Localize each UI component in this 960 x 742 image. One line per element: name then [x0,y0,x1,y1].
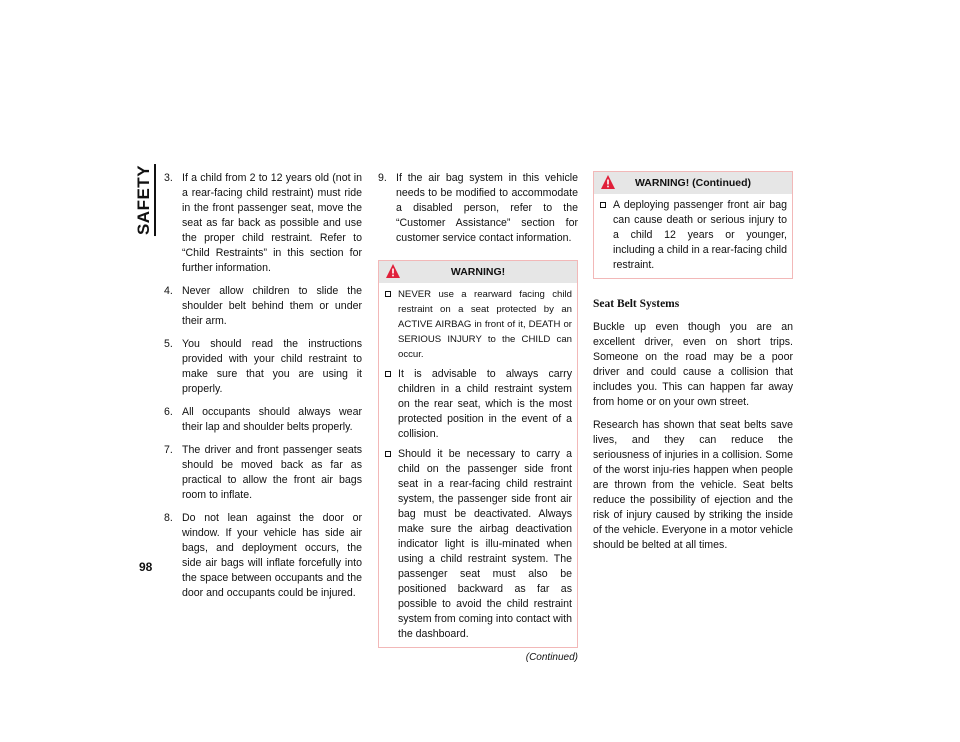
warning-header [379,261,577,283]
section-heading: Seat Belt Systems [593,298,680,310]
warning-title: WARNING! [450,266,506,278]
warning-item: Should it be necessary to carry a child on the passenger side front seat in a rear-facing child restraint system, the passenger side front air bag must be deactivated. Always make sure the airbag deactivation indicator light is illu-minated when using a child restraint system. The passenger seat must also be positioned backward as far as possible to avoid the child restraint system from coming into contact with the dashboard. [384,447,572,642]
column-1 [164,171,362,609]
list-item: 9. If the air bag system in this vehicle needs to be modified to accommodate a disabled person, refer to the “Customer Assistance” section for customer service contact information. [378,172,578,244]
warning-box-continued [593,171,793,279]
warning-box [378,260,578,648]
list-item: 3. If a child from 2 to 12 years old (not in a rear-facing child restraint) must ride in the front passenger seat, move the seat as far back as possible and use the proper child restraint. Refer to “Child Restraints” in this section for further information. [164,172,362,274]
warning-item: A deploying passenger front air bag can cause death or serious injury to a child 12 years or younger, including a child in a rear-facing child restraint. [599,198,787,273]
list-item: 7. The driver and front passenger seats should be moved back as far as practical to allow the front air bags room to inflate. [164,444,362,501]
square-bullet-icon [600,202,606,208]
warning-triangle-icon [600,174,616,190]
paragraph: Buckle up even though you are an excellent driver, even on short trips. Someone on the road may be a poor driver and could cause a collision that includes you. This can happen far away from home or on your own street. [593,321,793,408]
section-tab [133,164,157,236]
warning-item: It is advisable to always carry children in a child restraint system on the rear seat, which is the most protected position in the event of a collision. [384,367,572,442]
list-item: 4. Never allow children to slide the shoulder belt behind them or under their arm. [164,285,362,327]
square-bullet-icon [385,451,391,457]
numbered-list [378,171,578,246]
warning-title: WARNING! (Continued) [634,177,752,189]
paragraph: Research has shown that seat belts save lives, and they can reduce the seriousness of injuries in a collision. Some of the worst inju-ries happen when people are thrown from the vehicle. Seat belts reduce the possibility of ejection and the risk of injury caused by striking the inside of the vehicle. Everyone in a motor vehicle should be belted at all times. [593,419,793,551]
page-number: 98 [139,560,153,574]
square-bullet-icon [385,291,391,297]
section-title: SAFETY [134,164,156,236]
numbered-list [164,171,362,601]
column-2 [378,171,578,665]
column-3 [593,171,793,561]
warning-item: NEVER use a rearward facing child restraint on a seat protected by an ACTIVE AIRBAG in front of it, DEATH or SERIOUS INJURY to the CHILD can occur. [384,287,572,362]
warning-body [594,194,792,278]
warning-body [379,283,577,647]
continued-label: (Continued) [525,652,578,663]
square-bullet-icon [385,371,391,377]
list-item: 5. You should read the instructions provided with your child restraint to make sure that you are using it properly. [164,338,362,395]
list-item: 6. All occupants should always wear their lap and shoulder belts properly. [164,406,362,433]
warning-header [594,172,792,194]
warning-triangle-icon [385,263,401,279]
list-item: 8. Do not lean against the door or window. If your vehicle has side air bags, and deployment occurs, the side air bags will inflate forcefully into the space between occupants and the door and occupants could be injured. [164,512,362,599]
